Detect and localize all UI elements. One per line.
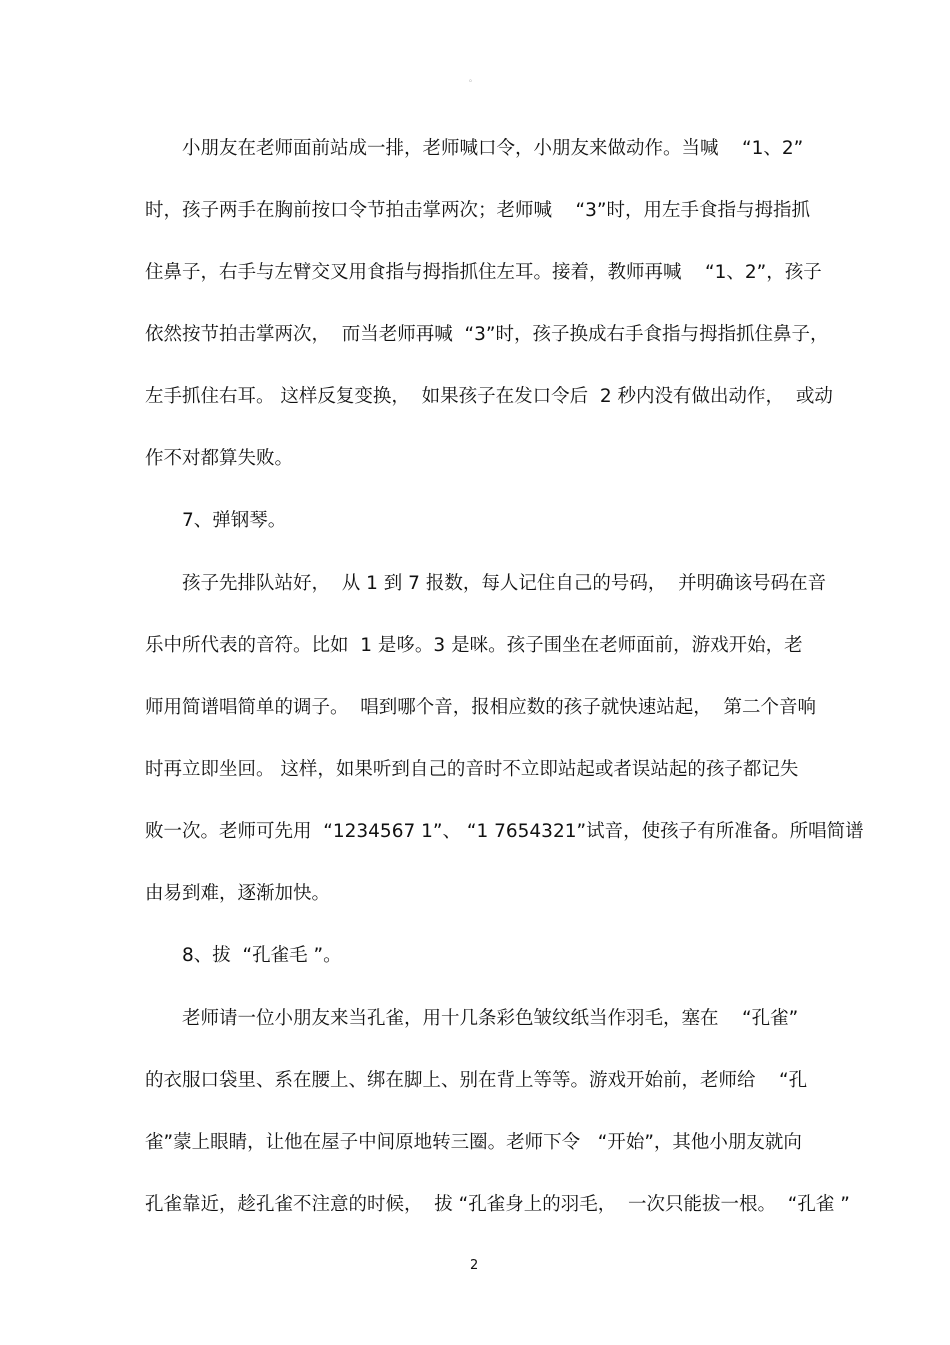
text-line: 由易到难，逐渐加快。	[145, 883, 331, 904]
header-mark: 。	[469, 74, 477, 83]
page-number: 2	[470, 1258, 479, 1273]
text-line: 老师请一位小朋友来当孔雀，用十几条彩色皱纹纸当作羽毛，塞在 “孔雀”	[182, 1008, 799, 1029]
text-line: 左手抓住右耳。 这样反复变换， 如果孩子在发口令后 2 秒内没有做出动作， 或动	[145, 386, 833, 407]
section-heading: 7、弹钢琴。	[182, 510, 287, 531]
text-line: 乐中所代表的音符。比如 1 是哆。3 是咪。孩子围坐在老师面前，游戏开始，老	[145, 635, 803, 656]
text-line: 雀”蒙上眼睛，让他在屋子中间原地转三圈。老师下令 “开始”，其他小朋友就向	[145, 1132, 802, 1153]
text-line: 依然按节拍击掌两次， 而当老师再喊 “3”时，孩子换成右手食指与拇指抓住鼻子，	[145, 324, 829, 345]
section-heading: 8、拔 “孔雀毛 ”。	[182, 945, 342, 966]
text-line: 时再立即坐回。 这样，如果听到自己的音时不立即站起或者误站起的孩子都记失	[145, 759, 799, 780]
text-line: 孩子先排队站好， 从 1 到 7 报数，每人记住自己的号码， 并明确该号码在音	[182, 573, 827, 594]
text-line: 师用简谱唱简单的调子。 唱到哪个音，报相应数的孩子就快速站起， 第二个音响	[145, 697, 817, 718]
text-line: 败一次。老师可先用 “1234567 1”、 “1 7654321”试音，使孩子有所准备。所唱简谱	[145, 821, 864, 842]
text-line: 小朋友在老师面前站成一排，老师喊口令，小朋友来做动作。当喊 “1、2”	[182, 138, 804, 159]
text-line: 作不对都算失败。	[145, 448, 294, 469]
text-line: 的衣服口袋里、系在腰上、绑在脚上、别在背上等等。游戏开始前，老师给 “孔	[145, 1070, 808, 1091]
text-line: 住鼻子，右手与左臂交叉用食指与拇指抓住左耳。接着，教师再喊 “1、2”，孩子	[145, 262, 822, 283]
text-line: 时，孩子两手在胸前按口令节拍击掌两次；老师喊 “3”时，用左手食指与拇指抓	[145, 200, 810, 221]
text-line: 孔雀靠近，趁孔雀不注意的时候， 拔 “孔雀身上的羽毛， 一次只能拔一根。 “孔雀 ”	[145, 1194, 850, 1215]
